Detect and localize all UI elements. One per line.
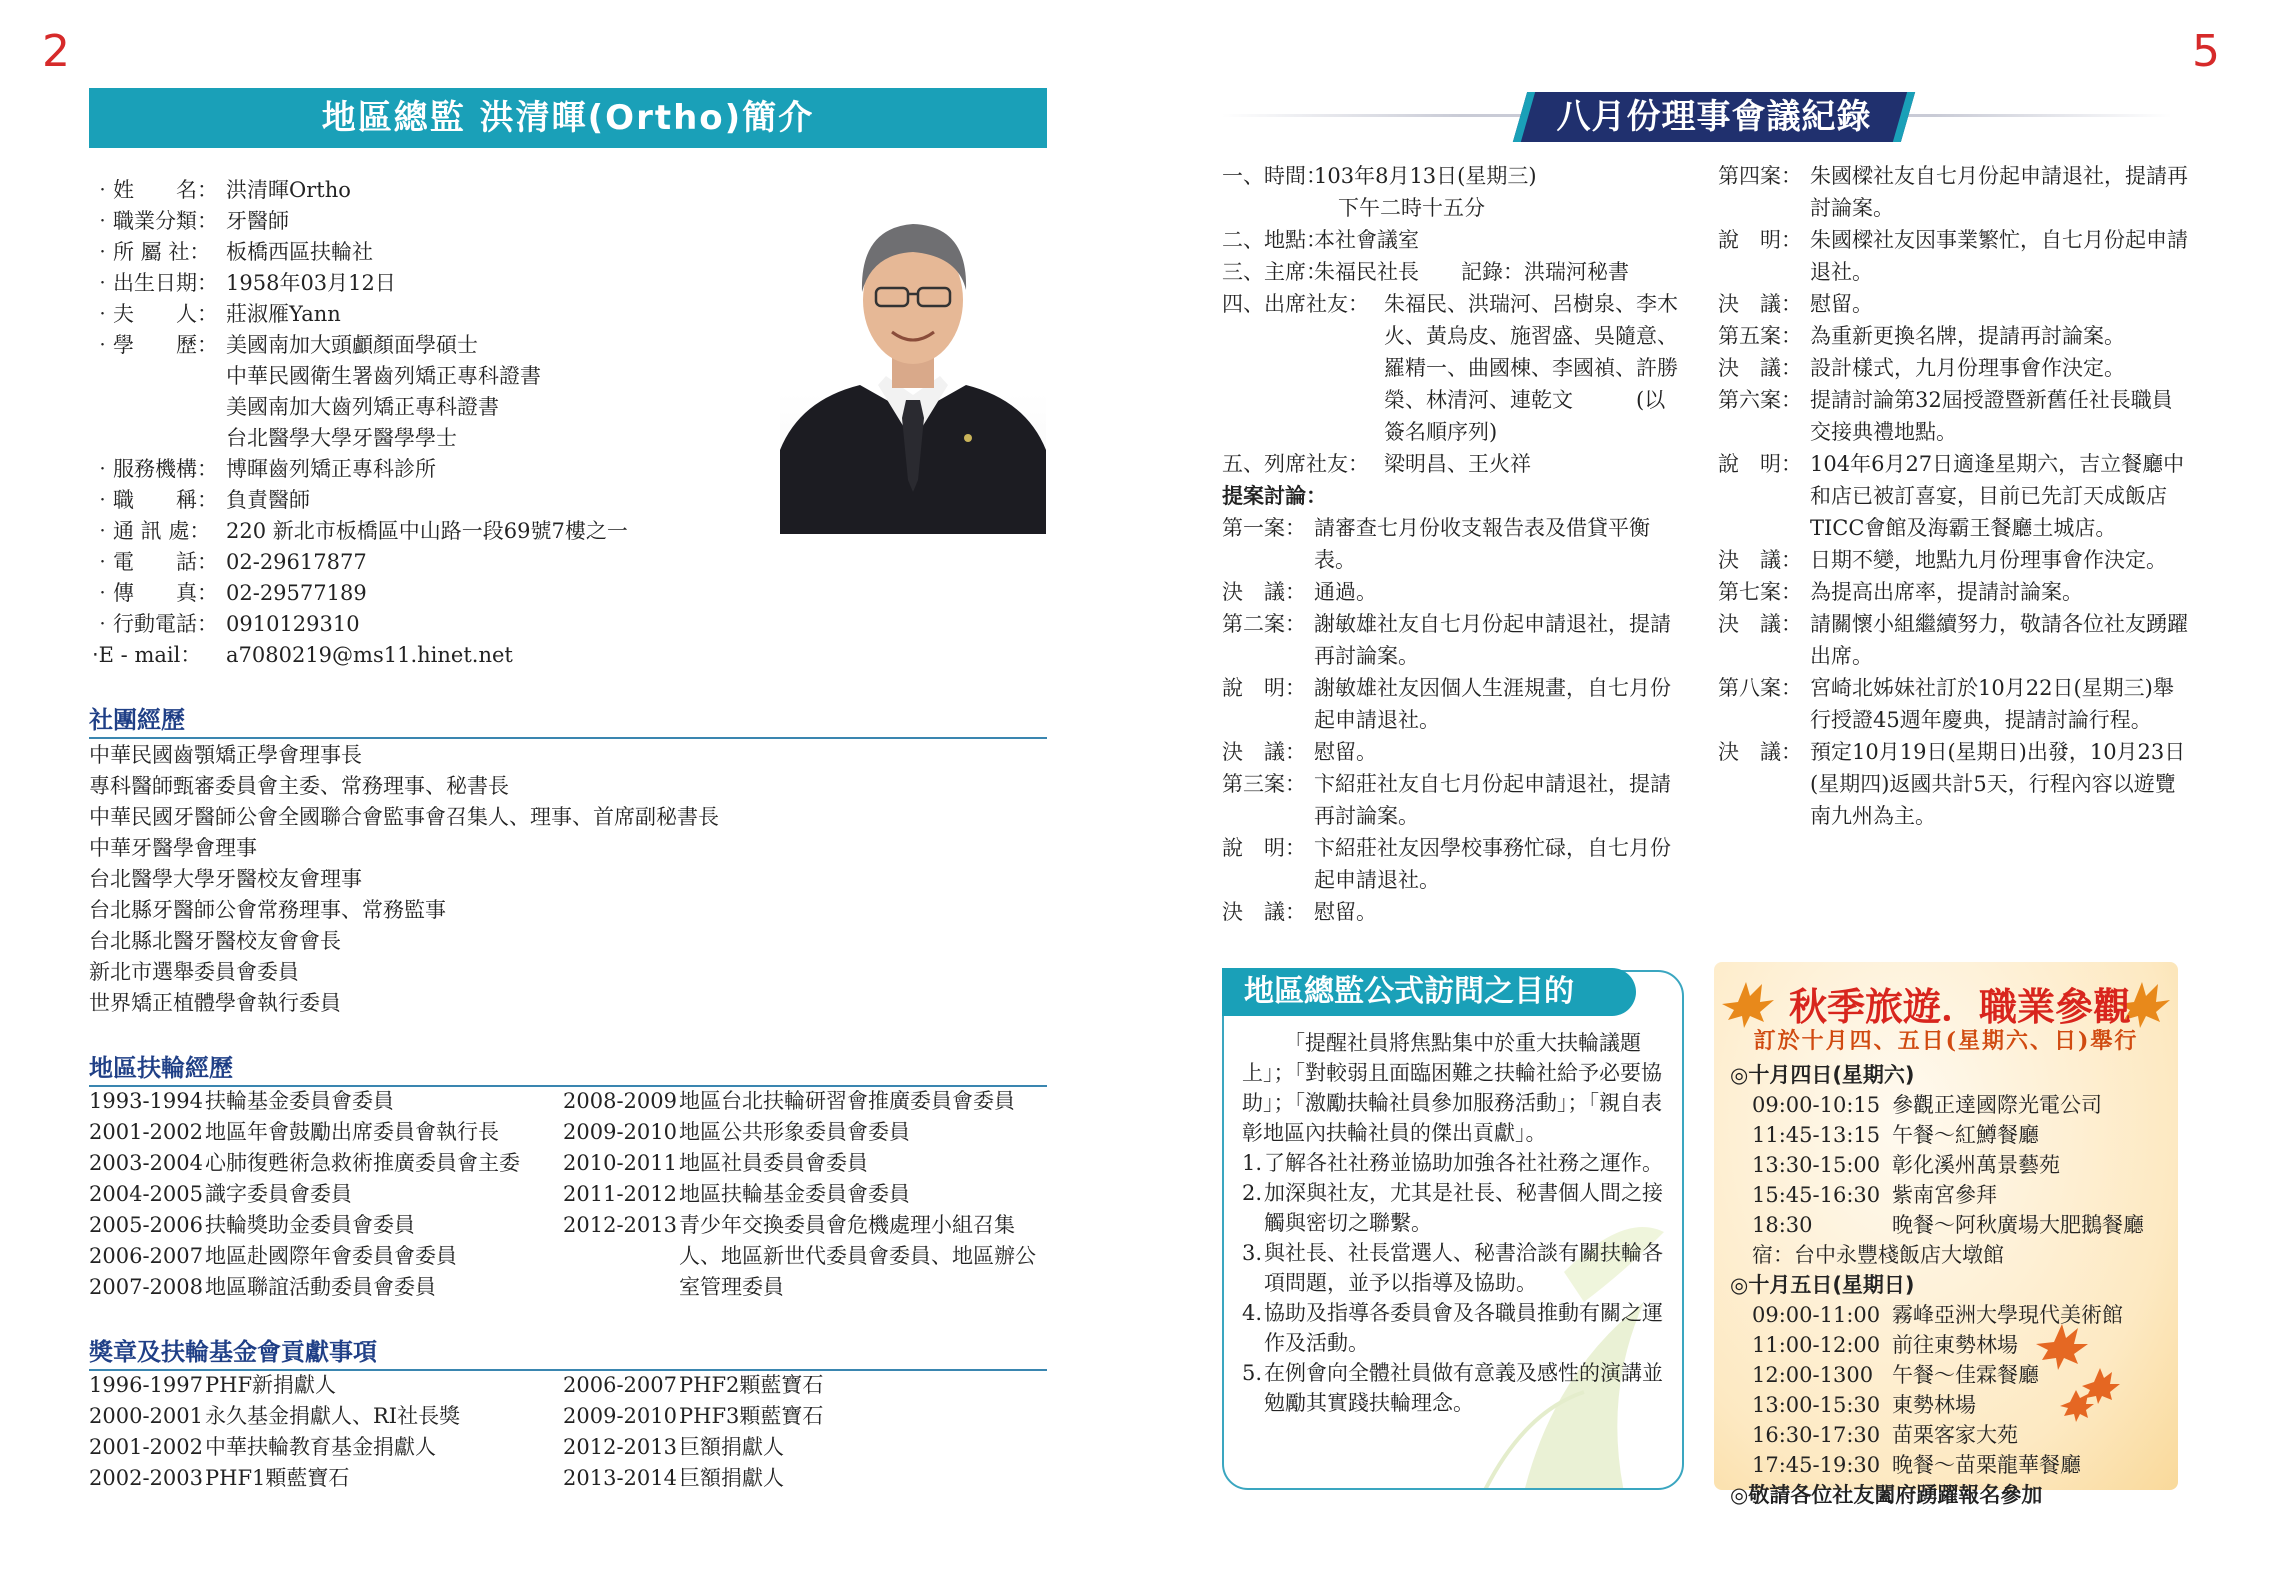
- profile-info: [92, 175, 628, 671]
- profile-label: ‧出生日期：: [92, 271, 218, 295]
- trip-day-1: ◎十月四日(星期六): [1730, 1063, 1915, 1087]
- item-value: 為提高出席率，提請討論案。: [1810, 580, 2083, 604]
- list-item: 中華民國齒顎矯正學會理事長: [89, 743, 362, 767]
- list-item: 新北市選舉委員會委員: [89, 960, 299, 984]
- minutes-item: [1718, 320, 2188, 352]
- profile-row: [92, 175, 628, 206]
- year: 2006-2007: [563, 1373, 677, 1397]
- entry-text: 地區年會鼓勵出席委員會執行長: [205, 1120, 499, 1144]
- award-row: [563, 1401, 1049, 1432]
- award-row: [89, 1370, 559, 1401]
- purpose-point: [1242, 1178, 1666, 1238]
- list-item: 台北醫學大學牙醫校友會理事: [89, 867, 362, 891]
- entry-text: 扶輪獎助金委員會委員: [205, 1213, 415, 1237]
- item-value: 朱國樑社友自七月份起申請退社，提請再討論案。: [1810, 164, 2188, 220]
- district-row: [89, 1148, 559, 1179]
- item-key: 第二案：: [1222, 612, 1306, 636]
- profile-label: ‧E - mail：: [92, 643, 202, 667]
- item-value: 請關懷小組繼續努力，敬請各位社友踴躍出席。: [1810, 612, 2188, 668]
- profile-row: [92, 454, 628, 485]
- minutes-item: [1718, 448, 2188, 544]
- schedule-row: [1730, 1090, 2170, 1120]
- schedule-time: 17:45-19:30: [1752, 1453, 1881, 1477]
- minutes-item: [1222, 576, 1682, 608]
- item-key: 決 議：: [1222, 900, 1306, 924]
- item-key: 第三案：: [1222, 772, 1306, 796]
- schedule-activity: 苗栗客家大苑: [1892, 1423, 2018, 1447]
- entry-text: 巨額捐獻人: [679, 1466, 784, 1490]
- club-experience-heading: 社團經歷: [89, 700, 1047, 739]
- profile-value: 中華民國衛生署齒列矯正專科證書: [226, 364, 541, 388]
- item-value: 朱國樑社友因事業繁忙，自七月份起申請退社。: [1810, 228, 2188, 284]
- page-number-right: 5: [2192, 26, 2220, 77]
- item-key: 第六案：: [1718, 388, 1802, 412]
- entry-text: PHF2顆藍寶石: [679, 1373, 824, 1397]
- entry-text: 巨額捐獻人: [679, 1435, 784, 1459]
- point-text: 與社長、社長當選人、秘書洽談有關扶輪各項問題，並予以指導及協助。: [1264, 1241, 1663, 1295]
- trip-subtitle: 訂於十月四、五日(星期六、日)舉行: [1753, 1028, 2139, 1054]
- profile-value: 洪清暉Ortho: [226, 178, 351, 202]
- list-item: 台北縣牙醫師公會常務理事、常務監事: [89, 898, 446, 922]
- profile-row: [92, 268, 628, 299]
- profile-label: ‧學 歷：: [92, 333, 218, 357]
- year: 2013-2014: [563, 1466, 677, 1490]
- entry-text: PHF3顆藍寶石: [679, 1404, 824, 1428]
- minutes-column-1: [1222, 160, 1682, 928]
- minutes-item: [1718, 544, 2188, 576]
- minutes-item: [1222, 672, 1682, 736]
- point-number: 2.: [1242, 1181, 1263, 1205]
- profile-value: 02-29617877: [226, 550, 367, 574]
- item-key: 第七案：: [1718, 580, 1802, 604]
- list-item: 中華牙醫學會理事: [89, 836, 257, 860]
- item-value: 卞紹莊社友因學校事務忙碌，自七月份起申請退社。: [1314, 836, 1671, 892]
- year: 2004-2005: [89, 1182, 203, 1206]
- profile-value: 220 新北市板橋區中山路一段69號7樓之一: [226, 519, 628, 543]
- entry-text: 青少年交換委員會危機處理小組召集人、地區新世代委員會委員、地區辦公室管理委員: [679, 1213, 1036, 1299]
- point-text: 在例會向全體社員做有意義及感性的演講並勉勵其實踐扶輪理念。: [1264, 1361, 1663, 1415]
- profile-value: 牙醫師: [226, 209, 289, 233]
- year: 2009-2010: [563, 1404, 677, 1428]
- minutes-item: [1222, 736, 1682, 768]
- profile-value: 台北醫學大學牙醫學學士: [226, 426, 457, 450]
- purpose-point: [1242, 1358, 1666, 1418]
- profile-row: [92, 206, 628, 237]
- profile-value: 負責醫師: [226, 488, 310, 512]
- profile-label: ‧傳 真：: [92, 581, 218, 605]
- item-key: 第一案：: [1222, 516, 1306, 540]
- entry-text: 永久基金捐獻人、RI社長獎: [205, 1404, 461, 1428]
- profile-row: [92, 237, 628, 268]
- schedule-time: 15:45-16:30: [1752, 1183, 1881, 1207]
- profile-row: [92, 640, 628, 671]
- schedule-activity: 晚餐～阿秋廣場大肥鵝餐廳: [1892, 1213, 2144, 1237]
- point-number: 1.: [1242, 1151, 1263, 1175]
- year: 2005-2006: [89, 1213, 203, 1237]
- entry-text: 地區扶輪基金委員會委員: [679, 1182, 910, 1206]
- item-value: 宮崎北姊妹社訂於10月22日(星期三)舉行授證45週年慶典，提請討論行程。: [1810, 676, 2174, 732]
- award-row: [563, 1370, 1049, 1401]
- year: 2008-2009: [563, 1089, 677, 1113]
- schedule-time: 09:00-11:00: [1752, 1303, 1881, 1327]
- schedule-row: [1730, 1210, 2170, 1240]
- profile-label: ‧夫 人：: [92, 302, 218, 326]
- district-row: [89, 1272, 559, 1303]
- club-experience-list: [89, 740, 719, 1019]
- minutes-item: [1718, 576, 2188, 608]
- minutes-item: [1718, 224, 2188, 288]
- year: 1993-1994: [89, 1089, 203, 1113]
- profile-value: 0910129310: [226, 612, 360, 636]
- profile-row: [92, 330, 628, 361]
- profile-title: 地區總監 洪清暉(Ortho)簡介: [89, 88, 1047, 148]
- profile-row: [92, 485, 628, 516]
- awards-heading: 獎章及扶輪基金會貢獻事項: [89, 1332, 1047, 1371]
- minutes-item: [1222, 608, 1682, 672]
- item-key: 第四案：: [1718, 164, 1802, 188]
- point-number: 5.: [1242, 1361, 1263, 1385]
- item-value: 謝敏雄社友因個人生涯規畫，自七月份起申請退社。: [1314, 676, 1671, 732]
- award-row: [563, 1463, 1049, 1494]
- year: 1996-1997: [89, 1373, 203, 1397]
- profile-value: 1958年03月12日: [226, 271, 396, 295]
- year: 2010-2011: [563, 1151, 677, 1175]
- award-row: [89, 1401, 559, 1432]
- year: 2003-2004: [89, 1151, 203, 1175]
- district-row: [563, 1179, 1049, 1210]
- item-key: 第五案：: [1718, 324, 1802, 348]
- item-key: 決 議：: [1718, 548, 1802, 572]
- profile-value: 博暉齒列矯正專科診所: [226, 457, 436, 481]
- district-row: [563, 1148, 1049, 1179]
- item-key: 說 明：: [1718, 452, 1802, 476]
- schedule-row: [1730, 1360, 2170, 1390]
- trip-schedule: [1730, 1060, 2170, 1510]
- schedule-time: 09:00-10:15: [1752, 1093, 1881, 1117]
- item-key: 說 明：: [1222, 836, 1306, 860]
- profile-label: ‧通 訊 處：: [92, 519, 211, 543]
- schedule-activity: 午餐～紅鱒餐廳: [1892, 1123, 2039, 1147]
- point-text: 協助及指導各委員會及各職員推動有關之運作及活動。: [1264, 1301, 1663, 1355]
- district-row: [89, 1117, 559, 1148]
- meeting-place: 二、地點： 本社會議室: [1222, 228, 1419, 252]
- profile-value: 02-29577189: [226, 581, 367, 605]
- schedule-time: 16:30-17:30: [1752, 1423, 1881, 1447]
- schedule-row: [1730, 1120, 2170, 1150]
- item-key: 決 議：: [1718, 356, 1802, 380]
- award-row: [89, 1432, 559, 1463]
- item-value: 為重新更換名牌，提請再討論案。: [1810, 324, 2125, 348]
- schedule-activity: 紫南宮參拜: [1892, 1183, 1997, 1207]
- list-item: 世界矯正植體學會執行委員: [89, 991, 341, 1015]
- schedule-time: 11:45-13:15: [1752, 1123, 1881, 1147]
- schedule-activity: 前往東勢林場: [1892, 1333, 2018, 1357]
- schedule-row: [1730, 1150, 2170, 1180]
- maple-leaf-icon: [1722, 982, 1774, 1028]
- district-row: [89, 1179, 559, 1210]
- profile-label: ‧電 話：: [92, 550, 218, 574]
- meeting-chair: 三、主席： 朱福民社長 記錄：洪瑞河秘書: [1222, 260, 1629, 284]
- profile-label: ‧行動電話：: [92, 612, 218, 636]
- profile-label: ‧服務機構：: [92, 457, 218, 481]
- profile-label: ‧姓 名：: [92, 178, 218, 202]
- minutes-item: [1718, 672, 2188, 736]
- schedule-activity: 東勢林場: [1892, 1393, 1976, 1417]
- profile-label: ‧職業分類：: [92, 209, 218, 233]
- minutes-item: [1718, 736, 2188, 832]
- schedule-row: [1730, 1180, 2170, 1210]
- minutes-item: [1222, 896, 1682, 928]
- entry-text: PHF1顆藍寶石: [205, 1466, 350, 1490]
- list-item: 台北縣北醫牙醫校友會會長: [89, 929, 341, 953]
- profile-value: 美國南加大頭顱顏面學碩士: [226, 333, 478, 357]
- district-experience-heading: 地區扶輪經歷: [89, 1048, 1047, 1087]
- profile-label: ‧職 稱：: [92, 488, 218, 512]
- item-value: 慰留。: [1314, 900, 1377, 924]
- entry-text: 地區公共形象委員會委員: [679, 1120, 910, 1144]
- item-key: 決 議：: [1718, 292, 1802, 316]
- entry-text: 識字委員會委員: [205, 1182, 352, 1206]
- entry-text: PHF新捐獻人: [205, 1373, 337, 1397]
- profile-value: 莊淑雁Yann: [226, 302, 341, 326]
- minutes-item: [1718, 288, 2188, 320]
- award-row: [89, 1463, 559, 1494]
- item-value: 卞紹莊社友自七月份起申請退社，提請再討論案。: [1314, 772, 1671, 828]
- minutes-column-2: [1718, 160, 2188, 832]
- profile-row: [92, 299, 628, 330]
- purpose-point: [1242, 1238, 1666, 1298]
- profile-value: 美國南加大齒列矯正專科證書: [226, 395, 499, 419]
- year: 2000-2001: [89, 1404, 203, 1428]
- district-row: [563, 1086, 1049, 1117]
- year: 2006-2007: [89, 1244, 203, 1268]
- district-row: [563, 1117, 1049, 1148]
- profile-row: [92, 578, 628, 609]
- minutes-item: [1718, 608, 2188, 672]
- entry-text: 地區社員委員會委員: [679, 1151, 868, 1175]
- year: 2012-2013: [563, 1435, 677, 1459]
- meeting-time: 一、時間： 103年8月13日(星期三): [1222, 164, 1537, 188]
- schedule-activity: 霧峰亞洲大學現代美術館: [1892, 1303, 2123, 1327]
- item-key: 說 明：: [1222, 676, 1306, 700]
- item-key: 決 議：: [1718, 612, 1802, 636]
- profile-row: [92, 516, 628, 547]
- item-key: 說 明：: [1718, 228, 1802, 252]
- year: 2001-2002: [89, 1435, 203, 1459]
- schedule-row: [1730, 1330, 2170, 1360]
- item-value: 請審查七月份收支報告表及借貸平衡表。: [1314, 516, 1650, 572]
- governor-photo: [780, 180, 1046, 534]
- profile-row: [92, 547, 628, 578]
- profile-value: a7080219@ms11.hinet.net: [226, 643, 513, 667]
- year: 2001-2002: [89, 1120, 203, 1144]
- minutes-banner: [1222, 86, 2172, 146]
- purpose-body: [1242, 1028, 1666, 1418]
- year: 2007-2008: [89, 1275, 203, 1299]
- schedule-activity: 晚餐～苗栗龍華餐廳: [1892, 1453, 2081, 1477]
- profile-label: [92, 361, 226, 392]
- item-value: 提請討論第32屆授證暨新舊任社長職員交接典禮地點。: [1810, 388, 2173, 444]
- entry-text: 中華扶輪教育基金捐獻人: [205, 1435, 436, 1459]
- meeting-attendees: 四、出席社友： 朱福民、洪瑞河、呂樹泉、李木火、黃烏皮、施習盛、吳隨意、羅精一、曲國棟、李國禎、許勝榮、林清河、連乾文 (以簽名順序列): [1222, 292, 1678, 444]
- profile-label: ‧所 屬 社：: [92, 240, 211, 264]
- point-number: 3.: [1242, 1241, 1263, 1265]
- year: 2009-2010: [563, 1120, 677, 1144]
- item-key: 決 議：: [1222, 580, 1306, 604]
- entry-text: 地區台北扶輪研習會推廣委員會委員: [679, 1089, 1015, 1113]
- minutes-item: [1222, 832, 1682, 896]
- point-text: 加深與社友，尤其是社長、秘書個人間之接觸與密切之聯繫。: [1264, 1181, 1663, 1235]
- district-row: [89, 1086, 559, 1117]
- item-value: 日期不變，地點九月份理事會作決定。: [1810, 548, 2167, 572]
- district-row: [563, 1210, 1049, 1303]
- trip-footer: ◎敬請各位社友闔府踴躍報名參加: [1730, 1483, 2043, 1507]
- schedule-activity: 午餐～佳霖餐廳: [1892, 1363, 2039, 1387]
- profile-row: [92, 392, 628, 423]
- item-value: 104年6月27日適逢星期六，吉立餐廳中和店已被訂喜宴，目前已先訂天成飯店TICC會館及海霸王餐廳土城店。: [1810, 452, 2185, 540]
- page-number-left: 2: [42, 26, 70, 77]
- purpose-point: [1242, 1298, 1666, 1358]
- purpose-intro: 「提醒社員將焦點集中於重大扶輪議題上」；「對較弱且面臨困難之扶輪社給予必要協助」；「激勵扶輪社員參加服務活動」；「親自表彰地區內扶輪社員的傑出貢獻」。: [1242, 1031, 1662, 1145]
- entry-text: 地區赴國際年會委員會委員: [205, 1244, 457, 1268]
- year: 2002-2003: [89, 1466, 203, 1490]
- year: 2011-2012: [563, 1182, 677, 1206]
- schedule-row: [1730, 1450, 2170, 1480]
- discussion-heading: 提案討論：: [1222, 483, 1327, 508]
- item-key: 決 議：: [1718, 740, 1802, 764]
- profile-row: [92, 361, 628, 392]
- item-value: 謝敏雄社友自七月份起申請退社，提請再討論案。: [1314, 612, 1671, 668]
- purpose-point: [1242, 1148, 1666, 1178]
- minutes-item: [1222, 512, 1682, 576]
- schedule-row: [1730, 1300, 2170, 1330]
- profile-label: [92, 392, 226, 423]
- minutes-title: 八月份理事會議紀錄: [1556, 97, 1872, 137]
- schedule-time: 13:30-15:00: [1752, 1153, 1881, 1177]
- point-number: 4.: [1242, 1301, 1263, 1325]
- year: 2012-2013: [563, 1213, 677, 1237]
- trip-day-2: ◎十月五日(星期日): [1730, 1273, 1915, 1297]
- schedule-activity: 參觀正達國際光電公司: [1892, 1093, 2102, 1117]
- profile-row: [92, 609, 628, 640]
- entry-text: 地區聯誼活動委員會委員: [205, 1275, 436, 1299]
- schedule-activity: 彰化溪州萬景藝苑: [1892, 1153, 2060, 1177]
- point-text: 了解各社社務並協助加強各社社務之運作。: [1264, 1151, 1663, 1175]
- profile-row: [92, 423, 628, 454]
- item-key: 決 議：: [1222, 740, 1306, 764]
- profile-label: [92, 423, 226, 454]
- district-row: [89, 1210, 559, 1241]
- schedule-row: [1730, 1390, 2170, 1420]
- schedule-time: 13:00-15:30: [1752, 1393, 1881, 1417]
- item-value: 慰留。: [1810, 292, 1873, 316]
- item-value: 慰留。: [1314, 740, 1377, 764]
- profile-value: 板橋西區扶輪社: [226, 240, 373, 264]
- schedule-row: [1730, 1420, 2170, 1450]
- schedule-time: 18:30: [1752, 1213, 1813, 1237]
- schedule-time: 12:00-1300: [1752, 1363, 1874, 1387]
- district-row: [89, 1241, 559, 1272]
- item-value: 預定10月19日(星期日)出發，10月23日(星期四)返國共計5天，行程內容以遊覽南九州為主。: [1810, 740, 2186, 828]
- item-value: 設計樣式，九月份理事會作決定。: [1810, 356, 2125, 380]
- minutes-item: [1222, 768, 1682, 832]
- meeting-observers: 五、列席社友： 梁明昌、王火祥: [1222, 452, 1531, 476]
- list-item: 專科醫師甄審委員會主委、常務理事、秘書長: [89, 774, 509, 798]
- trip-title: 秋季旅遊．職業參觀: [1788, 985, 2131, 1029]
- trip-stay: 宿：台中永豐棧飯店大墩館: [1752, 1243, 2004, 1267]
- entry-text: 心肺復甦術急救術推廣委員會主委: [205, 1151, 520, 1175]
- schedule-time: 11:00-12:00: [1752, 1333, 1881, 1357]
- entry-text: 扶輪基金委員會委員: [205, 1089, 394, 1113]
- list-item: 中華民國牙醫師公會全國聯合會監事會召集人、理事、首席副秘書長: [89, 805, 719, 829]
- award-row: [563, 1432, 1049, 1463]
- purpose-title: 地區總監公式訪問之目的: [1222, 968, 1636, 1016]
- item-key: 第八案：: [1718, 676, 1802, 700]
- minutes-item: [1718, 160, 2188, 224]
- meeting-time-2: 下午二時十五分: [1338, 196, 1485, 220]
- minutes-item: [1718, 352, 2188, 384]
- item-value: 通過。: [1314, 580, 1377, 604]
- minutes-item: [1718, 384, 2188, 448]
